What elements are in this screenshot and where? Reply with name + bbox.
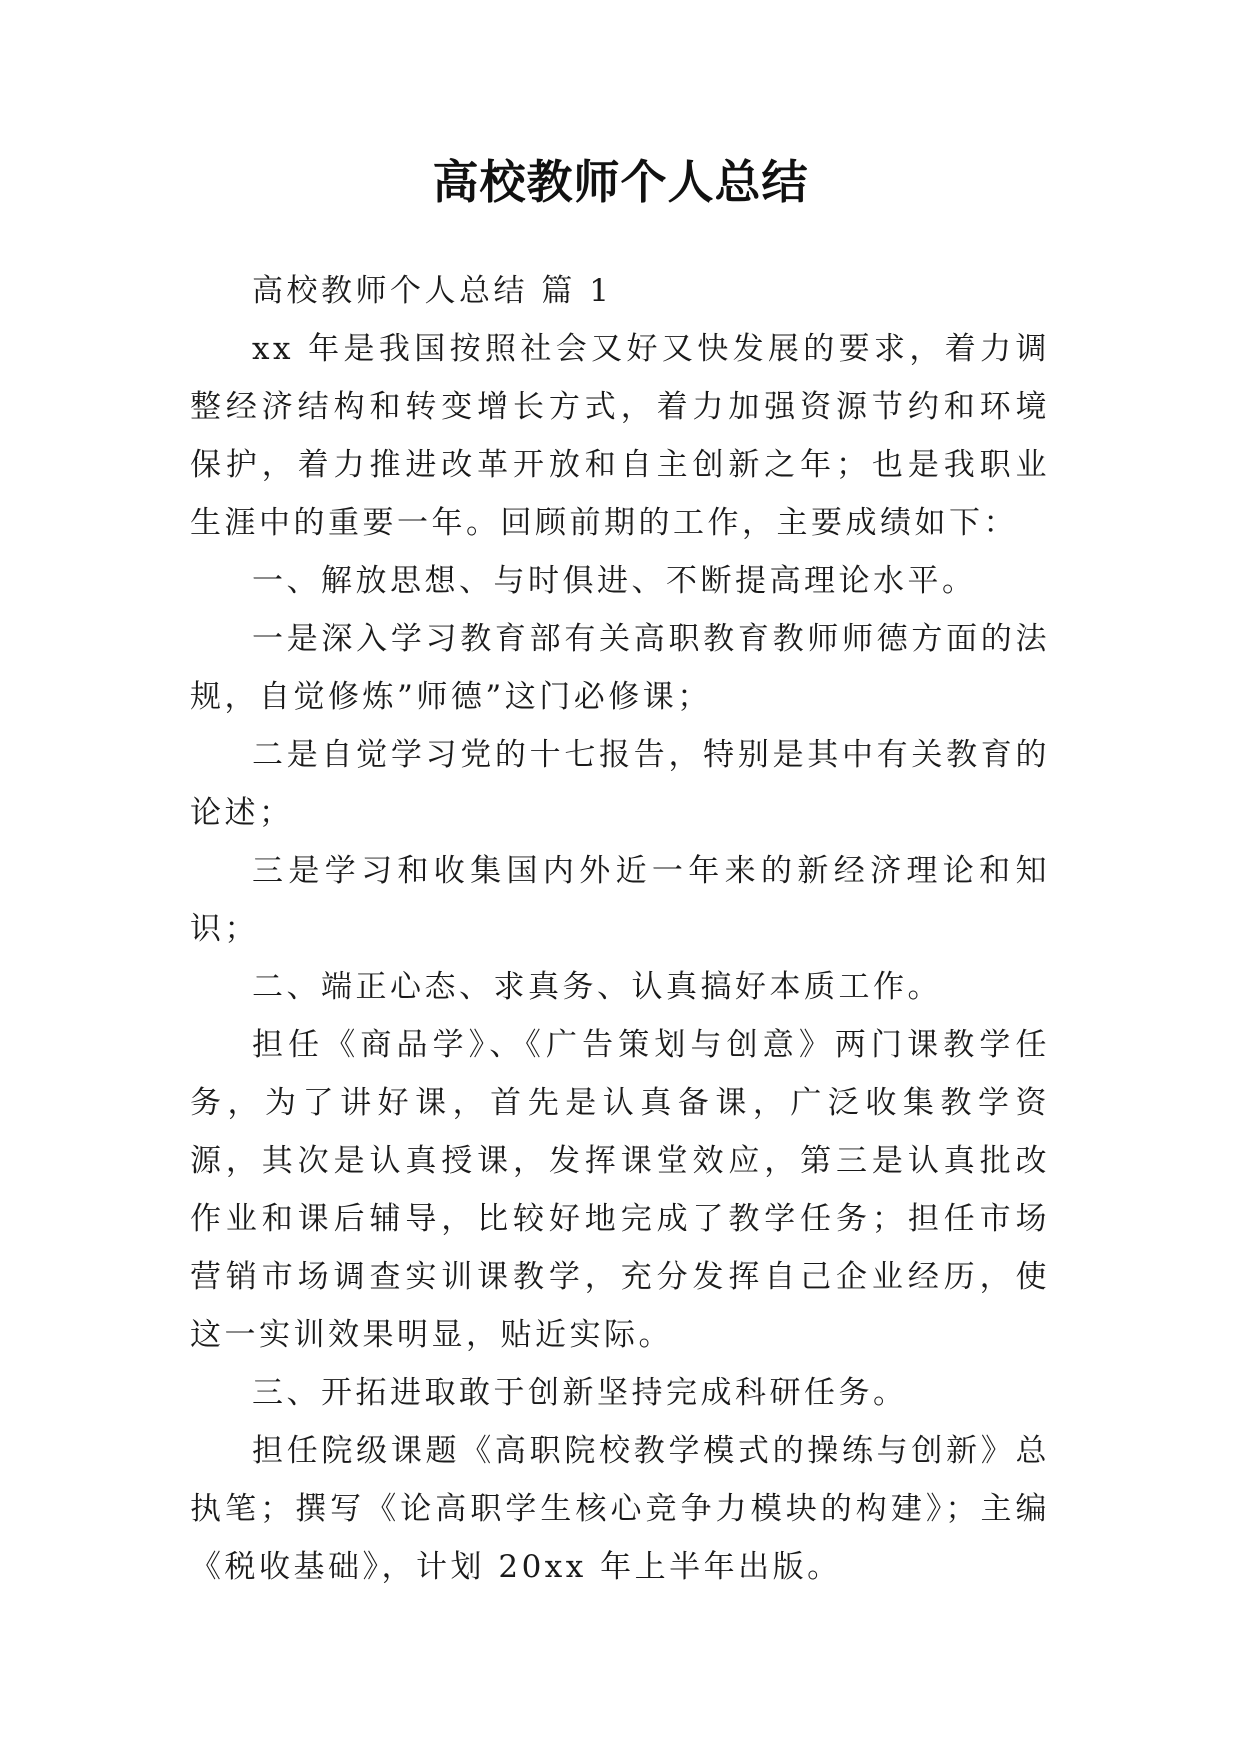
point-item-2: 二是自觉学习党的十七报告，特别是其中有关教育的论述； [190,737,1050,831]
point-heading-1: 一、解放思想、与时俱进、不断提高理论水平。 [252,563,977,599]
teaching-paragraph: 担任《商品学》、《广告策划与创意》两门课教学任务，为了讲好课，首先是认真备课，广泛收集教学资源，其次是认真授课，发挥课堂效应，第三是认真批改作业和课后辅导，比较好地完成了教学任务；担任市场营销市场调查实训课教学，充分发挥自己企业经历，使这一实训效果明显，贴近实际。 [190,1027,1050,1353]
document-body [190,262,1050,1596]
point-item-1: 一是深入学习教育部有关高职教育教师师德方面的法规，自觉修炼”师德”这门必修课； [190,621,1050,715]
section-heading: 高校教师个人总结 篇 1 [252,273,613,309]
point-item-3: 三是学习和收集国内外近一年来的新经济理论和知识； [190,853,1050,947]
document-title: 高校教师个人总结 [432,155,809,209]
research-paragraph: 担任院级课题《高职院校教学模式的操练与创新》总执笔；撰写《论高职学生核心竞争力模块的构建》；主编《税收基础》，计划 20xx 年上半年出版。 [190,1433,1050,1585]
point-heading-3: 三、开拓进取敢于创新坚持完成科研任务。 [252,1375,908,1411]
intro-paragraph: xx 年是我国按照社会又好又快发展的要求，着力调整经济结构和转变增长方式，着力加强资源节约和环境保护，着力推进改革开放和自主创新之年；也是我职业生涯中的重要一年。回顾前期的工作，主要成绩如下： [190,331,1050,541]
point-heading-2: 二、端正心态、求真务、认真搞好本质工作。 [252,969,942,1005]
